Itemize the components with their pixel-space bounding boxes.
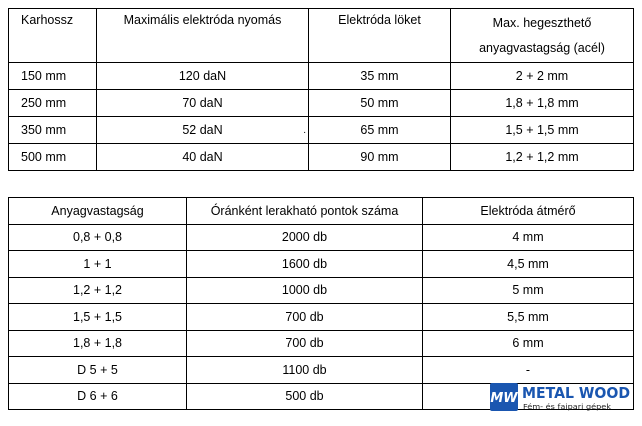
header-electrode-pressure: Maximális elektróda nyomás bbox=[97, 9, 309, 63]
thickness-cell: 0,8 + 0,8 bbox=[9, 224, 187, 251]
pressure-cell: 120 daN bbox=[97, 63, 309, 90]
header-thickness: Anyagvastagság bbox=[9, 198, 187, 225]
table-row bbox=[9, 357, 634, 384]
table-row bbox=[9, 330, 634, 357]
arm-length-cell: 350 mm bbox=[9, 117, 97, 144]
points-cell: 1000 db bbox=[187, 277, 423, 304]
table-row bbox=[9, 251, 634, 278]
header-max-thickness bbox=[451, 9, 634, 63]
thickness-cell: 2 + 2 mm bbox=[451, 63, 634, 90]
diameter-cell: 6 mm bbox=[423, 330, 634, 357]
logo-tagline: Fém- és faipari gépek bbox=[523, 403, 613, 411]
thickness-cell: 1,2 + 1,2 bbox=[9, 277, 187, 304]
stroke-cell: 50 mm bbox=[309, 90, 451, 117]
points-cell: 1600 db bbox=[187, 251, 423, 278]
thickness-cell: 1,2 + 1,2 mm bbox=[451, 144, 634, 171]
thickness-cell: 1,8 + 1,8 bbox=[9, 330, 187, 357]
arm-length-cell: 500 mm bbox=[9, 144, 97, 171]
thickness-cell: 1 + 1 bbox=[9, 251, 187, 278]
stroke-cell: 90 mm bbox=[309, 144, 451, 171]
pressure-cell: 52 daN bbox=[97, 117, 309, 144]
thickness-cell: 1,8 + 1,8 mm bbox=[451, 90, 634, 117]
table-row bbox=[9, 224, 634, 251]
points-cell: 700 db bbox=[187, 330, 423, 357]
diameter-cell: 5,5 mm bbox=[423, 304, 634, 331]
welding-table bbox=[8, 197, 634, 410]
diameter-cell: 4 mm bbox=[423, 224, 634, 251]
arm-length-cell: 150 mm bbox=[9, 63, 97, 90]
header-karhossz: Karhossz bbox=[9, 9, 97, 63]
thickness-cell: D 5 + 5 bbox=[9, 357, 187, 384]
pressure-cell: 70 daN bbox=[97, 90, 309, 117]
header-electrode-stroke: Elektróda löket bbox=[309, 9, 451, 63]
arm-length-cell: 250 mm bbox=[9, 90, 97, 117]
logo-name: METAL WOOD bbox=[522, 384, 631, 402]
diameter-cell: 5 mm bbox=[423, 277, 634, 304]
thickness-cell: 1,5 + 1,5 bbox=[9, 304, 187, 331]
stroke-cell: 65 mm bbox=[309, 117, 451, 144]
table-row bbox=[9, 90, 634, 117]
diameter-cell: 4,5 mm bbox=[423, 251, 634, 278]
stroke-cell: 35 mm bbox=[309, 63, 451, 90]
table-row bbox=[9, 277, 634, 304]
header-max-thickness-line2: anyagvastagság (acél) bbox=[479, 41, 605, 55]
table-row bbox=[9, 63, 634, 90]
metal-wood-logo bbox=[489, 381, 632, 413]
pressure-cell: 40 daN bbox=[97, 144, 309, 171]
thickness-cell: 1,5 + 1,5 mm bbox=[451, 117, 634, 144]
table-row bbox=[9, 117, 634, 144]
points-cell: 2000 db bbox=[187, 224, 423, 251]
diameter-cell: - bbox=[423, 357, 634, 384]
table-row bbox=[9, 304, 634, 331]
header-electrode-diameter: Elektróda átmérő bbox=[423, 198, 634, 225]
spec-header-row bbox=[9, 9, 634, 63]
thickness-cell: D 6 + 6 bbox=[9, 383, 187, 410]
points-cell: 700 db bbox=[187, 304, 423, 331]
welding-header-row bbox=[9, 198, 634, 225]
header-points-per-hour: Óránként lerakható pontok száma bbox=[187, 198, 423, 225]
points-cell: 1100 db bbox=[187, 357, 423, 384]
spec-table bbox=[8, 8, 634, 171]
stray-mark: · bbox=[303, 127, 307, 138]
header-max-thickness-line1: Max. hegeszthető bbox=[492, 16, 592, 30]
table-row bbox=[9, 144, 634, 171]
points-cell: 500 db bbox=[187, 383, 423, 410]
logo-mark: MW bbox=[490, 391, 518, 406]
